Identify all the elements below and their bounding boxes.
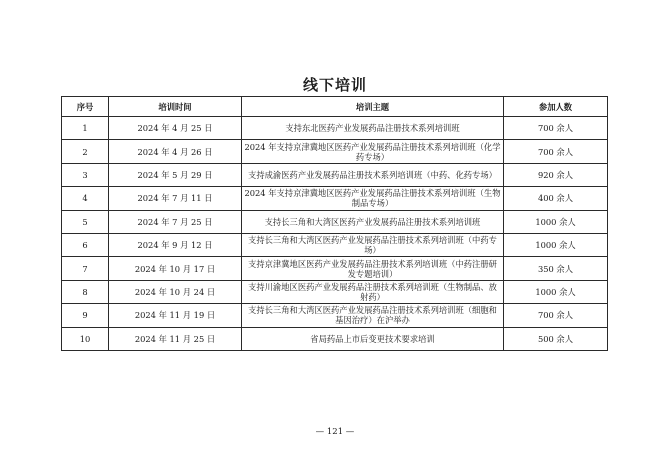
table-row	[62, 327, 608, 350]
table-row	[62, 280, 608, 303]
row-date: 2024 年 5 月 29 日	[109, 163, 242, 186]
table-row	[62, 163, 608, 186]
table-row	[62, 140, 608, 163]
row-date: 2024 年 7 月 25 日	[109, 210, 242, 233]
row-topic: 2024 年支持京津冀地区医药产业发展药品注册技术系列培训班（生物制品专场）	[242, 187, 504, 210]
row-topic: 支持成渝医药产业发展药品注册技术系列培训班（中药、化药专场）	[242, 163, 504, 186]
header-topic: 培训主题	[242, 97, 504, 117]
row-count: 920 余人	[504, 163, 608, 186]
row-no: 9	[62, 304, 109, 327]
row-count: 700 余人	[504, 140, 608, 163]
header-date: 培训时间	[109, 97, 242, 117]
row-count: 1000 余人	[504, 210, 608, 233]
row-no: 2	[62, 140, 109, 163]
row-count: 700 余人	[504, 117, 608, 140]
row-count: 400 余人	[504, 187, 608, 210]
row-no: 1	[62, 117, 109, 140]
row-no: 7	[62, 257, 109, 280]
row-date: 2024 年 7 月 11 日	[109, 187, 242, 210]
row-count: 1000 余人	[504, 280, 608, 303]
row-date: 2024 年 4 月 25 日	[109, 117, 242, 140]
header-no: 序号	[62, 97, 109, 117]
row-count: 500 余人	[504, 327, 608, 350]
table-header-row	[62, 97, 608, 117]
row-topic: 支持长三角和大湾区医药产业发展药品注册技术系列培训班（中药专场）	[242, 233, 504, 256]
row-no: 5	[62, 210, 109, 233]
header-count: 参加人数	[504, 97, 608, 117]
row-topic: 支持长三角和大湾区医药产业发展药品注册技术系列培训班	[242, 210, 504, 233]
row-count: 350 余人	[504, 257, 608, 280]
table-row	[62, 304, 608, 327]
row-no: 10	[62, 327, 109, 350]
row-topic: 省局药品上市后变更技术要求培训	[242, 327, 504, 350]
row-date: 2024 年 4 月 26 日	[109, 140, 242, 163]
training-table	[61, 96, 608, 351]
row-no: 4	[62, 187, 109, 210]
row-no: 8	[62, 280, 109, 303]
row-topic: 支持川渝地区医药产业发展药品注册技术系列培训班（生物制品、放射药）	[242, 280, 504, 303]
page-number: — 121 —	[315, 427, 355, 437]
row-date: 2024 年 10 月 24 日	[109, 280, 242, 303]
table-row	[62, 257, 608, 280]
row-no: 6	[62, 233, 109, 256]
row-count: 1000 余人	[504, 233, 608, 256]
row-date: 2024 年 10 月 17 日	[109, 257, 242, 280]
page-title: 线下培训	[302, 76, 367, 94]
row-date: 2024 年 11 月 25 日	[109, 327, 242, 350]
row-topic: 2024 年支持京津冀地区医药产业发展药品注册技术系列培训班（化学药专场）	[242, 140, 504, 163]
row-date: 2024 年 11 月 19 日	[109, 304, 242, 327]
row-date: 2024 年 9 月 12 日	[109, 233, 242, 256]
row-count: 700 余人	[504, 304, 608, 327]
table-row	[62, 210, 608, 233]
row-no: 3	[62, 163, 109, 186]
row-topic: 支持长三角和大湾区医药产业发展药品注册技术系列培训班（细胞和基因治疗）在沪举办	[242, 304, 504, 327]
table-row	[62, 233, 608, 256]
table-row	[62, 117, 608, 140]
row-topic: 支持东北医药产业发展药品注册技术系列培训班	[242, 117, 504, 140]
row-topic: 支持京津冀地区医药产业发展药品注册技术系列培训班（中药注册研发专题培训）	[242, 257, 504, 280]
table-row	[62, 187, 608, 210]
